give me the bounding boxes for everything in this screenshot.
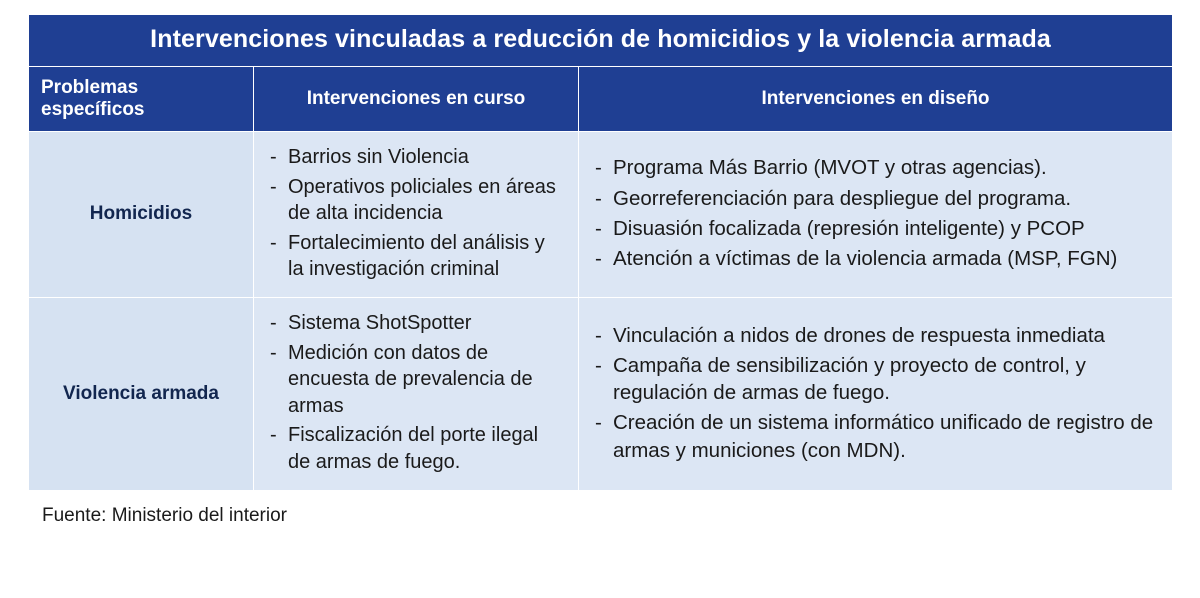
list-violencia-in-progress [268,310,564,476]
list-item: - Barrios sin Violencia [268,144,564,171]
interventions-table [28,14,1173,491]
row-label-violencia-armada: Violencia armada [29,297,254,490]
list-item: - Medición con datos de encuesta de prevalencia de armas [268,340,564,420]
list-homicidios-in-design [593,154,1158,272]
cell-violencia-in-progress [254,297,579,490]
table-title-row [29,15,1173,67]
row-label-homicidios: Homicidios [29,132,254,298]
column-header-problems: Problemas específicos [29,67,254,132]
list-homicidios-in-progress [268,144,564,283]
list-item: - Operativos policiales en áreas de alta incidencia [268,174,564,227]
cell-homicidios-in-progress [254,132,579,298]
column-header-in-progress: Intervenciones en curso [254,67,579,132]
list-item: - Atención a víctimas de la violencia armada (MSP, FGN) [593,245,1158,272]
list-item: - Fiscalización del porte ilegal de armas de fuego. [268,422,564,475]
table-header-row [29,67,1173,132]
list-item: - Disuasión focalizada (represión inteligente) y PCOP [593,215,1158,242]
column-header-in-design: Intervenciones en diseño [579,67,1173,132]
list-item: - Vinculación a nidos de drones de respuesta inmediata [593,322,1158,349]
table-title: Intervenciones vinculadas a reducción de homicidios y la violencia armada [29,15,1173,67]
table-row [29,297,1173,490]
list-item: - Sistema ShotSpotter [268,310,564,337]
list-item: - Programa Más Barrio (MVOT y otras agencias). [593,154,1158,181]
source-note: Fuente: Ministerio del interior [42,504,287,526]
cell-violencia-in-design [579,297,1173,490]
list-item: - Campaña de sensibilización y proyecto de control, y regulación de armas de fuego. [593,352,1158,407]
list-violencia-in-design [593,322,1158,464]
list-item: - Fortalecimiento del análisis y la investigación criminal [268,230,564,283]
table-row [29,132,1173,298]
list-item: - Creación de un sistema informático unificado de registro de armas y municiones (con MDN). [593,409,1158,464]
list-item: - Georreferenciación para despliegue del programa. [593,185,1158,212]
cell-homicidios-in-design [579,132,1173,298]
